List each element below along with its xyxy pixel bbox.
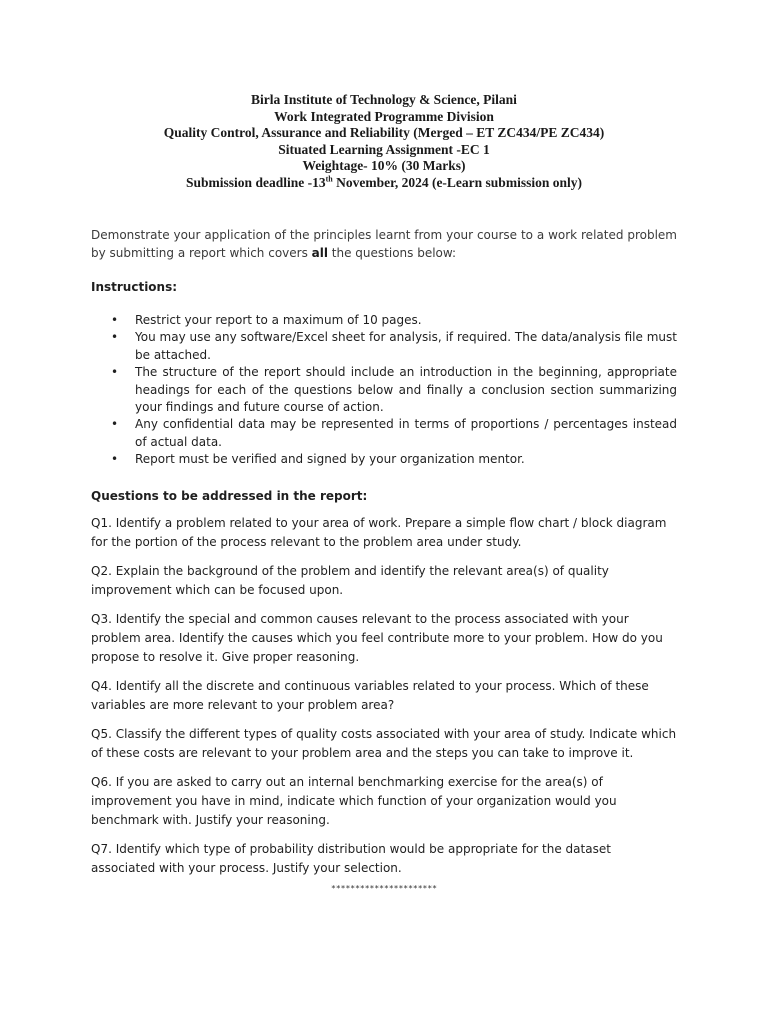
document-header <box>0 92 768 191</box>
deadline-prefix: Submission deadline -13 <box>186 174 326 190</box>
instruction-item <box>91 451 677 468</box>
division-name: Work Integrated Programme Division <box>274 108 494 124</box>
intro-paragraph <box>91 226 677 262</box>
institute-name: Birla Institute of Technology & Science, Pilani <box>251 92 517 107</box>
question-item: Q2. Explain the background of the problem and identify the relevant area(s) of quality improvement which can be focused upon. <box>91 564 609 597</box>
question-item: Q4. Identify all the discrete and continuous variables related to your process. Which of these variables are more relevant to your problem area? <box>91 679 649 712</box>
bullet-icon: • <box>111 330 119 345</box>
intro-text-start: Demonstrate your application of the principles learnt from your course to a work related problem by submitting a report which covers <box>91 228 677 260</box>
deadline-superscript: th <box>325 174 333 183</box>
question-item: Q7. Identify which type of probability distribution would be appropriate for the dataset associated with your process. Justify your selection. <box>91 842 611 875</box>
weightage: Weightage- 10% (30 Marks) <box>302 158 466 173</box>
deadline-suffix: November, 2024 (e-Learn submission only) <box>332 174 582 190</box>
question-item: Q1. Identify a problem related to your area of work. Prepare a simple flow chart / block diagram for the portion of the process relevant to the problem area under study. <box>91 516 667 549</box>
instruction-item <box>91 416 677 451</box>
bullet-icon: • <box>111 313 119 327</box>
instruction-text: Any confidential data may be represented in terms of proportions / percentages instead of actual data. <box>135 417 677 449</box>
instruction-text: The structure of the report should include an introduction in the beginning, appropriate headings for each of the questions below and finally a conclusion section summarizing your findings and future course of action. <box>135 365 677 415</box>
course-title: Quality Control, Assurance and Reliability (Merged – ET ZC434/PE ZC434) <box>163 125 605 140</box>
instruction-item <box>91 312 677 329</box>
submission-deadline <box>0 175 768 192</box>
question-item: Q6. If you are asked to carry out an internal benchmarking exercise for the area(s) of improvement you have in mind, indicate which function of your organization would you benchmark with. Justify your reasoning. <box>91 775 617 827</box>
question-item: Q3. Identify the special and common causes relevant to the process associated with your problem area. Identify the causes which you feel contribute more to your problem. How do you propose to resolve it. Give proper reasoning. <box>91 612 663 664</box>
intro-bold-word: all <box>311 246 328 260</box>
bullet-icon: • <box>111 452 119 467</box>
questions-list <box>91 514 677 888</box>
instruction-text: Restrict your report to a maximum of 10 pages. <box>135 313 422 327</box>
end-separator: ********************** <box>331 884 437 893</box>
instruction-item <box>91 364 677 416</box>
bullet-icon: • <box>111 417 119 432</box>
questions-heading: Questions to be addressed in the report: <box>91 489 368 503</box>
intro-text-end: the questions below: <box>327 246 457 260</box>
instruction-text: Report must be verified and signed by your organization mentor. <box>135 452 525 467</box>
question-item: Q5. Classify the different types of quality costs associated with your area of study. Indicate which of these costs are relevant to your problem area and the steps you can take to improve it. <box>91 727 677 760</box>
instruction-text: You may use any software/Excel sheet for analysis, if required. The data/analysis file must be attached. <box>135 330 677 362</box>
assignment-title: Situated Learning Assignment -EC 1 <box>278 141 490 157</box>
bullet-icon: • <box>111 365 119 380</box>
instructions-heading: Instructions: <box>91 280 178 294</box>
instructions-list <box>91 312 677 469</box>
instruction-item <box>91 329 677 364</box>
